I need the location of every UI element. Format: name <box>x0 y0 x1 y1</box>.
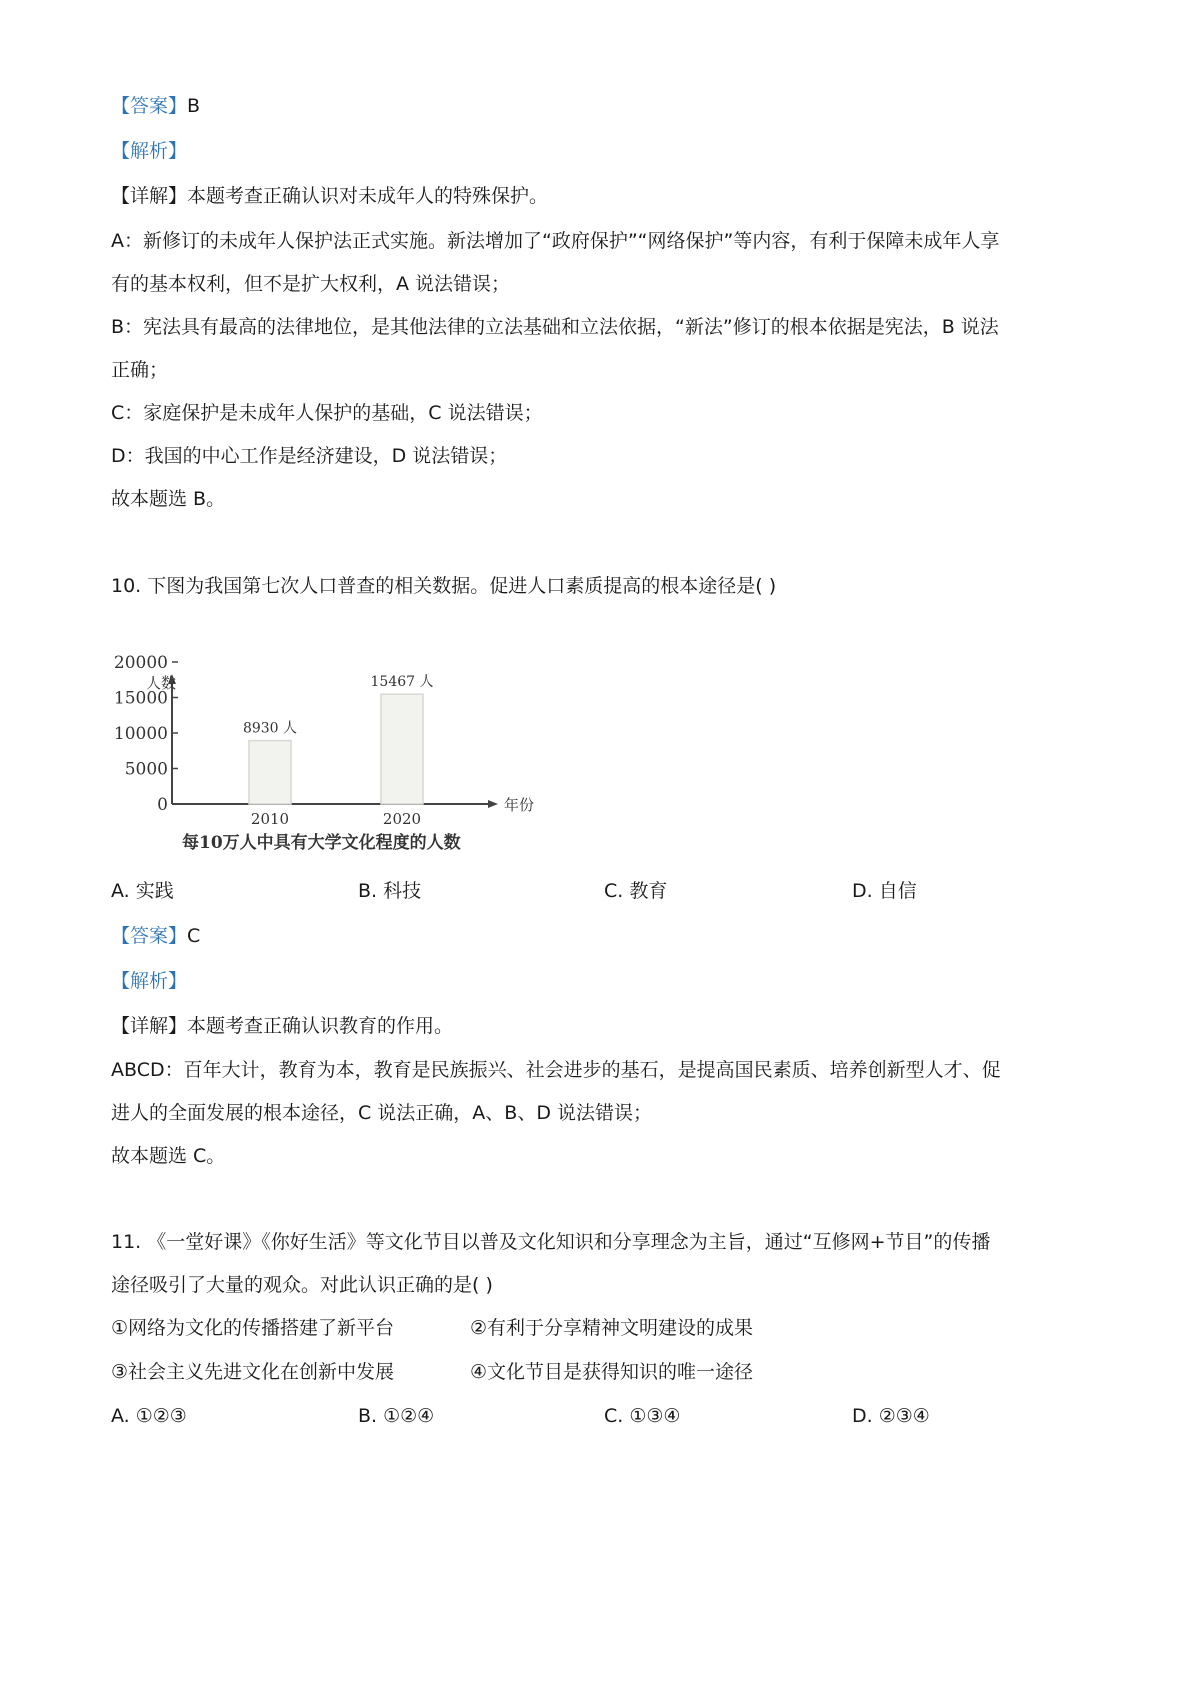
population-chart <box>110 653 580 940</box>
y-tick-label: 15000 <box>113 688 168 709</box>
answer-tag: 【答案】 <box>111 95 188 117</box>
x-axis-label: 年份 <box>504 796 535 814</box>
data-label: 15467 人 <box>370 674 434 691</box>
q10-answer-line <box>111 922 200 950</box>
q11-item-3: ③社会主义先进文化在创新中发展 <box>111 1361 395 1383</box>
q9-line-b1: B：宪法具有最高的法律地位，是其他法律的立法基础和立法依据，“新法”修订的根本依据是宪法，B 说法 <box>111 316 999 338</box>
q11-option-d: D. ②③④ <box>852 1405 930 1427</box>
q11-stem-1: 11. 《一堂好课》《你好生活》等文化节目以普及文化知识和分享理念为主旨，通过“互修网+节目”的传播 <box>111 1231 991 1253</box>
chart-axes <box>168 662 498 808</box>
detail-text: 本题考查正确认识对未成年人的特殊保护。 <box>187 185 549 207</box>
bar-2010 <box>249 741 291 804</box>
q10-option-d: D. 自信 <box>852 880 917 902</box>
detail-tag: 【详解】 <box>111 1015 188 1037</box>
data-label: 8930 人 <box>242 720 298 737</box>
bar-2020 <box>381 694 423 804</box>
answer-tag: 【答案】 <box>111 925 188 947</box>
y-tick-label: 0 <box>157 795 168 815</box>
detail-text: 本题考查正确认识教育的作用。 <box>187 1015 454 1037</box>
q11-stem-2: 途径吸引了大量的观众。对此认识正确的是( ) <box>111 1274 493 1296</box>
y-axis-label: 人数 <box>146 674 177 692</box>
q9-line-a1: A：新修订的未成年人保护法正式实施。新法增加了“政府保护”“网络保护”等内容，有利于保障未成年人享 <box>111 230 1000 252</box>
chart-title: 每10万人中具有大学文化程度的人数 <box>182 833 461 853</box>
q9-analysis-tag: 【解析】 <box>111 140 188 162</box>
q11-option-b: B. ①②④ <box>358 1405 435 1427</box>
q9-line-c: C：家庭保护是未成年人保护的基础，C 说法错误； <box>111 402 543 424</box>
q10-option-c: C. 教育 <box>604 880 668 902</box>
q11-item-2: ②有利于分享精神文明建设的成果 <box>470 1317 754 1339</box>
q9-conclusion: 故本题选 B。 <box>111 488 226 510</box>
q11-item-1: ①网络为文化的传播搭建了新平台 <box>111 1317 395 1339</box>
detail-tag: 【详解】 <box>111 185 188 207</box>
q9-line-d: D：我国的中心工作是经济建设，D 说法错误； <box>111 445 508 467</box>
answer-value: C <box>187 925 201 947</box>
q11-option-c: C. ①③④ <box>604 1405 681 1427</box>
q10-analysis-tag: 【解析】 <box>111 970 188 992</box>
q9-answer-line <box>111 92 200 120</box>
q11-item-4: ④文化节目是获得知识的唯一途径 <box>470 1361 754 1383</box>
q9-line-b2: 正确； <box>111 359 169 381</box>
q10-option-a: A. 实践 <box>111 880 174 902</box>
q9-line-a2: 有的基本权利，但不是扩大权利，A 说法错误； <box>111 273 511 295</box>
q10-line-1: ABCD：百年大计，教育为本，教育是民族振兴、社会进步的基石，是提高国民素质、培养创新型人才、促 <box>111 1059 1001 1081</box>
chart-bars <box>249 694 423 804</box>
y-tick-label: 10000 <box>113 724 168 744</box>
q10-line-2: 进人的全面发展的根本途径，C 说法正确，A、B、D 说法错误； <box>111 1102 653 1124</box>
q10-stem: 10. 下图为我国第七次人口普查的相关数据。促进人口素质提高的根本途径是( ) <box>111 575 777 597</box>
q10-option-b: B. 科技 <box>358 880 422 902</box>
x-tick-label: 2020 <box>382 810 422 828</box>
q10-conclusion: 故本题选 C。 <box>111 1145 226 1167</box>
answer-value: B <box>187 95 201 117</box>
y-tick-label: 5000 <box>124 759 168 780</box>
q9-detail-line <box>111 182 548 210</box>
x-tick-label: 2010 <box>250 810 290 828</box>
q11-option-a: A. ①②③ <box>111 1405 187 1427</box>
q10-detail-line <box>111 1012 453 1040</box>
y-tick-label: 20000 <box>113 653 168 673</box>
x-axis-arrow <box>488 800 498 808</box>
chart-labels <box>114 653 534 853</box>
